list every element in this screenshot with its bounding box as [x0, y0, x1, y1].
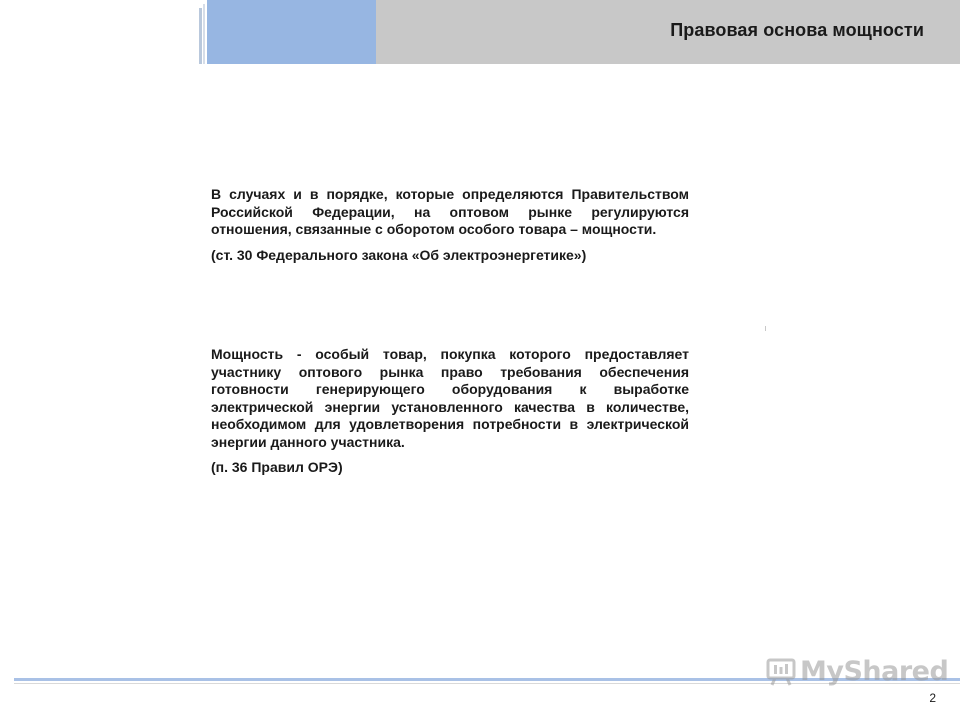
header-accent-line [199, 8, 202, 64]
page-number: 2 [929, 691, 936, 705]
header-bar-blue [207, 0, 376, 64]
content-block-capacity-law [211, 186, 689, 264]
slide-title: Правовая основа мощности [670, 20, 924, 40]
paragraph-definition-text: Мощность - особый товар, покупка которого предоставляет участнику оптового рынка право требования обеспечения готовности генерирующего оборудования к выработке электрической энергии установленного качества в количестве, необходимом для удовлетворения потребности в электрической энергии данного участника. [211, 346, 689, 450]
citation-rules: (п. 36 Правил ОРЭ) [211, 459, 343, 475]
presentation-board-icon [766, 657, 796, 687]
decorative-mark [765, 326, 766, 331]
paragraph-law-text: В случаях и в порядке, которые определяются Правительством Российской Федерации, на оптовом рынке регулируются отношения, связанные с оборотом особого товара – мощности. [211, 186, 689, 237]
watermark-logo [766, 656, 948, 687]
header-accent-line-light [203, 4, 205, 64]
content-block-capacity-definition [211, 346, 689, 477]
watermark-text: MyShared [800, 656, 949, 687]
citation-law: (ст. 30 Федерального закона «Об электроэнергетике») [211, 246, 587, 263]
